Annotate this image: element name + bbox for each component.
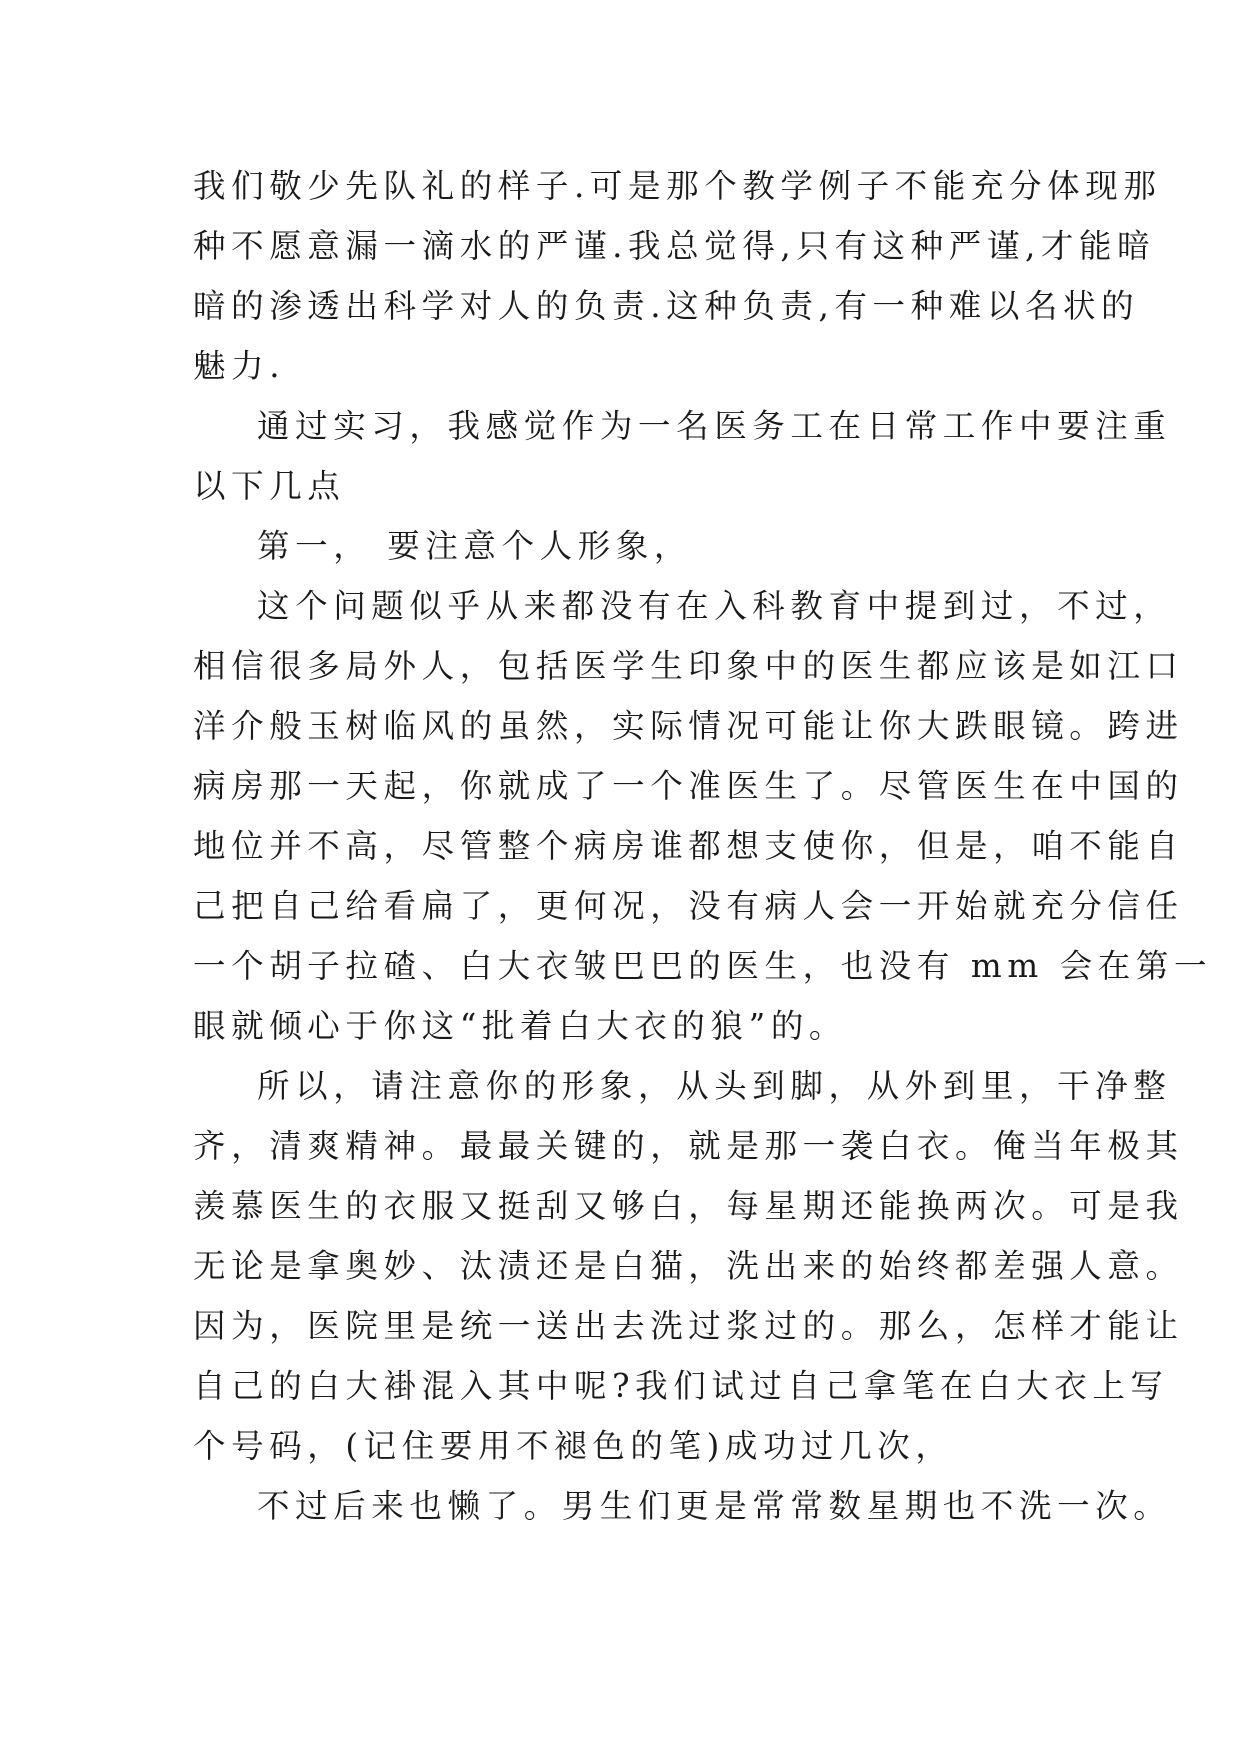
- text-line: 不过后来也懒了。男生们更是常常数星期也不洗一次。: [257, 1487, 1172, 1525]
- paragraph-5: [193, 1056, 1184, 1476]
- text-line: 因为，医院里是统一送出去洗过浆过的。那么，怎样才能让: [193, 1307, 1184, 1345]
- text-line: 齐，清爽精神。最最关键的，就是那一袭白衣。俺当年极其: [193, 1127, 1184, 1165]
- paragraph-2: [193, 396, 1172, 516]
- document-body: [193, 156, 1213, 1536]
- text-line: 自己的白大褂混入其中呢?我们试过自己拿笔在白大衣上写: [193, 1367, 1169, 1405]
- text-line: 羡慕医生的衣服又挺刮又够白，每星期还能换两次。可是我: [193, 1187, 1184, 1225]
- paragraph-4: [193, 576, 1213, 1056]
- text-line: 己把自己给看扁了，更何况，没有病人会一开始就充分信任: [193, 887, 1184, 925]
- text-line: 第一， 要注意个人形象，: [257, 527, 693, 565]
- text-line: 无论是拿奥妙、汰渍还是白猫，洗出来的始终都差强人意。: [193, 1247, 1184, 1285]
- text-line: 魅力.: [193, 347, 286, 385]
- text-line: 洋介般玉树临风的虽然，实际情况可能让你大跌眼镜。跨进: [193, 707, 1184, 745]
- text-line: 地位并不高，尽管整个病房谁都想支使你，但是，咱不能自: [193, 827, 1184, 865]
- text-line: 以下几点: [193, 467, 346, 505]
- text-line: 个号码，(记住要用不褪色的笔)成功过几次，: [193, 1427, 954, 1465]
- text-line: 种不愿意漏一滴水的严谨.我总觉得,只有这种严谨,才能暗: [193, 227, 1156, 265]
- text-line: 一个胡子拉碴、白大衣皱巴巴的医生，也没有 mm 会在第一: [193, 947, 1213, 985]
- text-line: 所以，请注意你的形象，从头到脚，从外到里，干净整: [257, 1067, 1172, 1105]
- text-line: 相信很多局外人，包括医学生印象中的医生都应该是如江口: [193, 647, 1184, 685]
- paragraph-6: [193, 1476, 1172, 1536]
- paragraph-3: [193, 516, 1073, 576]
- text-line: 暗的渗透出科学对人的负责.这种负责,有一种难以名状的: [193, 287, 1140, 325]
- text-line: 病房那一天起，你就成了一个准医生了。尽管医生在中国的: [193, 767, 1184, 805]
- text-line: 我们敬少先队礼的样子.可是那个教学例子不能充分体现那: [193, 167, 1162, 205]
- paragraph-1: [193, 156, 1162, 396]
- text-line: 这个问题似乎从来都没有在入科教育中提到过，不过，: [257, 587, 1172, 625]
- text-line: 眼就倾心于你这“批着白大衣的狼”的。: [193, 1007, 848, 1045]
- text-line: 通过实习，我感觉作为一名医务工在日常工作中要注重: [257, 407, 1172, 445]
